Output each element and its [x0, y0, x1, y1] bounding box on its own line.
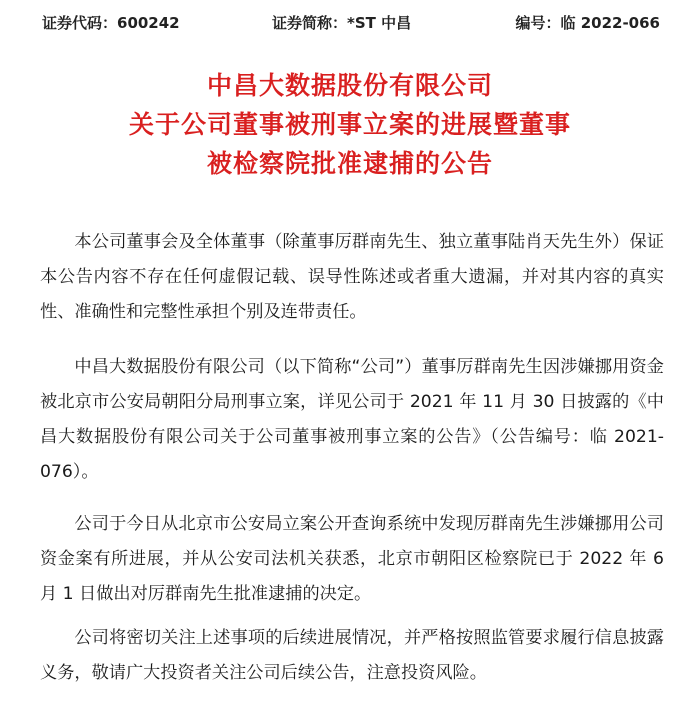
- paragraph-progress: [40, 507, 664, 612]
- paragraph-board-statement: [40, 225, 664, 330]
- paragraph-text: 中昌大数据股份有限公司（以下简称“公司”）董事厉群南先生因涉嫌挪用资金被北京市公安局朝阳分局刑事立案，详见公司于 2021 年 11 月 30 日披露的《中昌大数据股份有限公司关于公司董事被刑事立案的公告》（公告编号：临 2021-076）。: [40, 357, 664, 482]
- title-line-3: 被检察院批准逮捕的公告: [206, 149, 493, 178]
- paragraph-background: [40, 350, 664, 490]
- stock-code: 证券代码：600242: [42, 14, 180, 32]
- title-line-2: 关于公司董事被刑事立案的进展暨董事: [128, 110, 571, 139]
- paragraph-text: 公司将密切关注上述事项的后续进展情况，并严格按照监管要求履行信息披露义务，敬请广大投资者关注公司后续公告，注意投资风险。: [40, 628, 664, 683]
- document-header: [0, 12, 700, 36]
- stock-name: 证券简称：*ST 中昌: [272, 14, 412, 32]
- title-line-1: 中昌大数据股份有限公司: [206, 71, 493, 100]
- announcement-title: [0, 66, 700, 183]
- paragraph-text: 本公司董事会及全体董事（除董事厉群南先生、独立董事陆肖天先生外）保证本公告内容不存在任何虚假记载、误导性陈述或者重大遗漏，并对其内容的真实性、准确性和完整性承担个别及连带责任。: [40, 232, 664, 322]
- paragraph-risk-notice: [40, 621, 664, 691]
- notice-number: 编号：临 2022-066: [515, 14, 660, 32]
- paragraph-text: 公司于今日从北京市公安局立案公开查询系统中发现厉群南先生涉嫌挪用公司资金案有所进展，并从公安司法机关获悉，北京市朝阳区检察院已于 2022 年 6 月 1 日做出对厉群南先生批准逮捕的决定。: [40, 514, 664, 604]
